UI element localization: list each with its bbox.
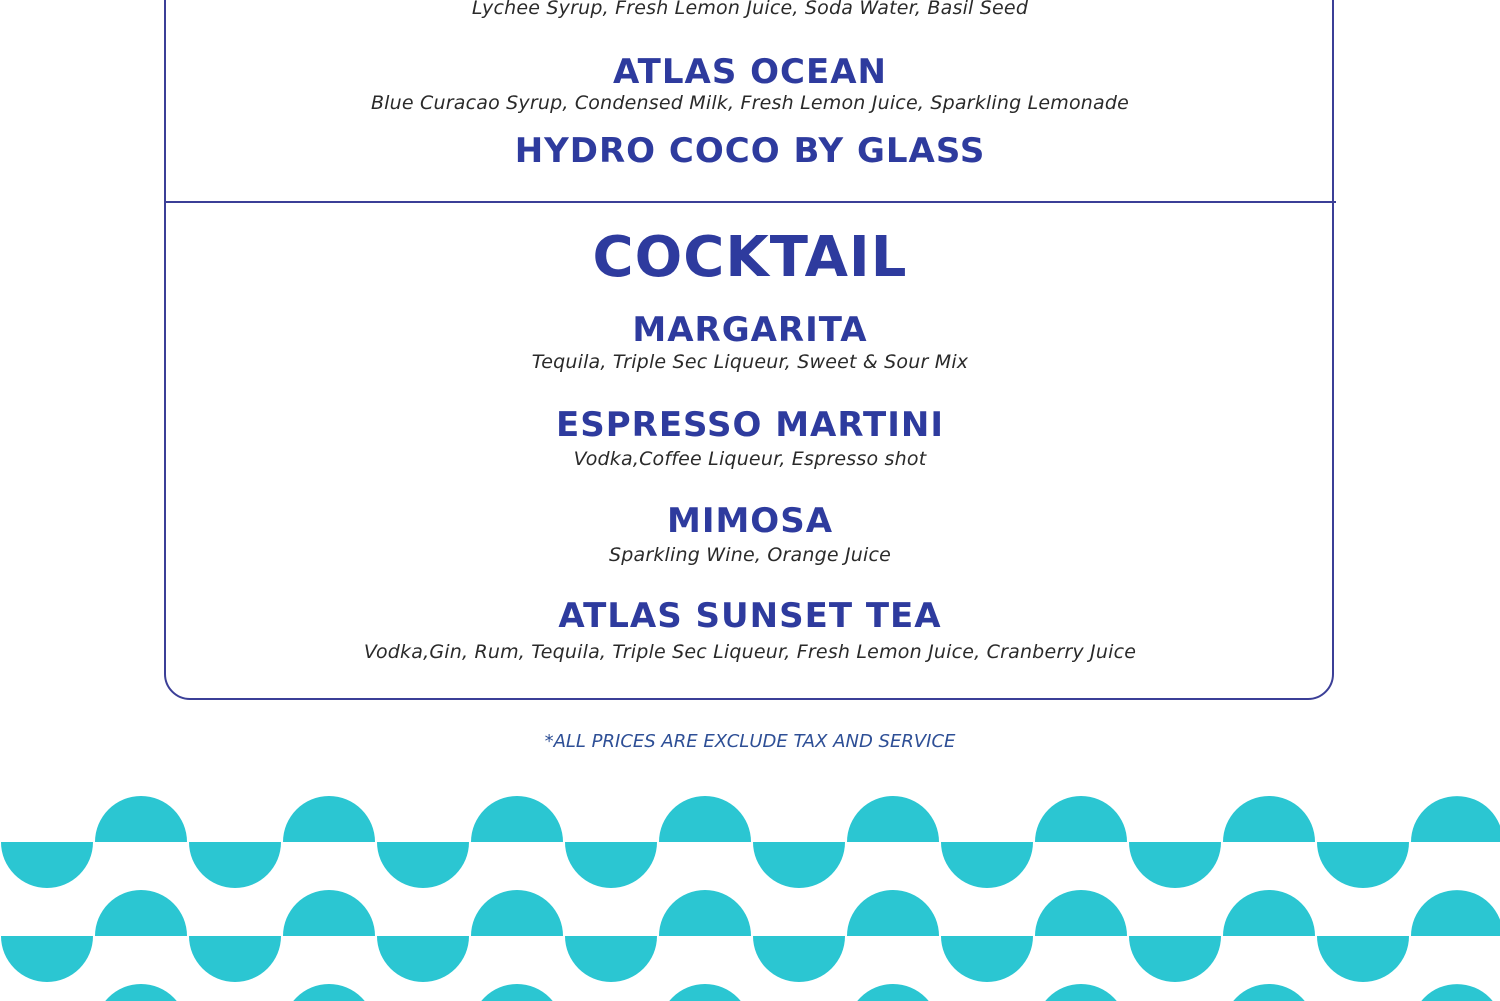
wave-scallop-up [1035, 984, 1127, 1001]
wave-scallop-up [1223, 890, 1315, 936]
wave-scallop-down [189, 842, 281, 888]
wave-pattern-decoration [0, 780, 1500, 1001]
item-name-atlas-sunset-tea: ATLAS SUNSET TEA [558, 596, 942, 636]
item-description-atlas-ocean: Blue Curacao Syrup, Condensed Milk, Fresh Lemon Juice, Sparkling Lemonade [370, 92, 1130, 114]
wave-scallop-down [565, 842, 657, 888]
wave-scallop-down [941, 842, 1033, 888]
item-name-mimosa: MIMOSA [666, 501, 834, 541]
wave-scallop-down [753, 936, 845, 982]
wave-scallop-down [189, 936, 281, 982]
wave-scallop-down [1, 936, 93, 982]
wave-scallop-up [283, 796, 375, 842]
section-title-cocktail: COCKTAIL [592, 225, 908, 290]
wave-scallop-up [847, 796, 939, 842]
wave-scallop-down [377, 936, 469, 982]
item-description-margarita: Tequila, Triple Sec Liqueur, Sweet & Sour Mix [531, 351, 969, 373]
item-name-espresso-martini: ESPRESSO MARTINI [556, 405, 944, 445]
wave-scallop-up [95, 890, 187, 936]
wave-scallop-up [1035, 796, 1127, 842]
wave-scallop-down [565, 936, 657, 982]
wave-scallop-up [283, 984, 375, 1001]
wave-scallop-up [1223, 796, 1315, 842]
wave-scallop-up [471, 796, 563, 842]
wave-scallop-down [1129, 842, 1221, 888]
wave-scallop-up [847, 890, 939, 936]
wave-scallop-up [1411, 796, 1500, 842]
item-description-lychee: Lychee Syrup, Fresh Lemon Juice, Soda Water, Basil Seed [471, 0, 1029, 19]
item-name-atlas-ocean: ATLAS OCEAN [612, 52, 888, 92]
wave-scallop-down [753, 842, 845, 888]
item-description-atlas-sunset-tea: Vodka,Gin, Rum, Tequila, Triple Sec Liqueur, Fresh Lemon Juice, Cranberry Juice [363, 641, 1137, 663]
wave-scallop-up [1223, 984, 1315, 1001]
wave-scallop-up [1035, 890, 1127, 936]
wave-scallop-up [659, 890, 751, 936]
wave-scallop-up [471, 890, 563, 936]
wave-scallop-down [377, 842, 469, 888]
price-disclaimer: *ALL PRICES ARE EXCLUDE TAX AND SERVICE [544, 731, 956, 752]
wave-scallop-up [283, 890, 375, 936]
item-name-hydro-coco: HYDRO COCO BY GLASS [514, 131, 986, 171]
item-description-mimosa: Sparkling Wine, Orange Juice [608, 544, 892, 566]
wave-scallop-up [847, 984, 939, 1001]
wave-scallop-down [1129, 936, 1221, 982]
wave-scallop-up [659, 796, 751, 842]
wave-scallop-up [659, 984, 751, 1001]
wave-scallop-up [95, 796, 187, 842]
wave-scallop-up [471, 984, 563, 1001]
wave-scallop-down [1317, 842, 1409, 888]
wave-scallop-up [95, 984, 187, 1001]
wave-scallop-down [1317, 936, 1409, 982]
wave-scallop-up [1411, 984, 1500, 1001]
wave-scallop-down [1, 842, 93, 888]
wave-scallop-down [941, 936, 1033, 982]
wave-scallop-up [1411, 890, 1500, 936]
item-description-espresso-martini: Vodka,Coffee Liqueur, Espresso shot [573, 448, 927, 470]
item-name-margarita: MARGARITA [632, 310, 868, 350]
section-divider [164, 201, 1336, 203]
